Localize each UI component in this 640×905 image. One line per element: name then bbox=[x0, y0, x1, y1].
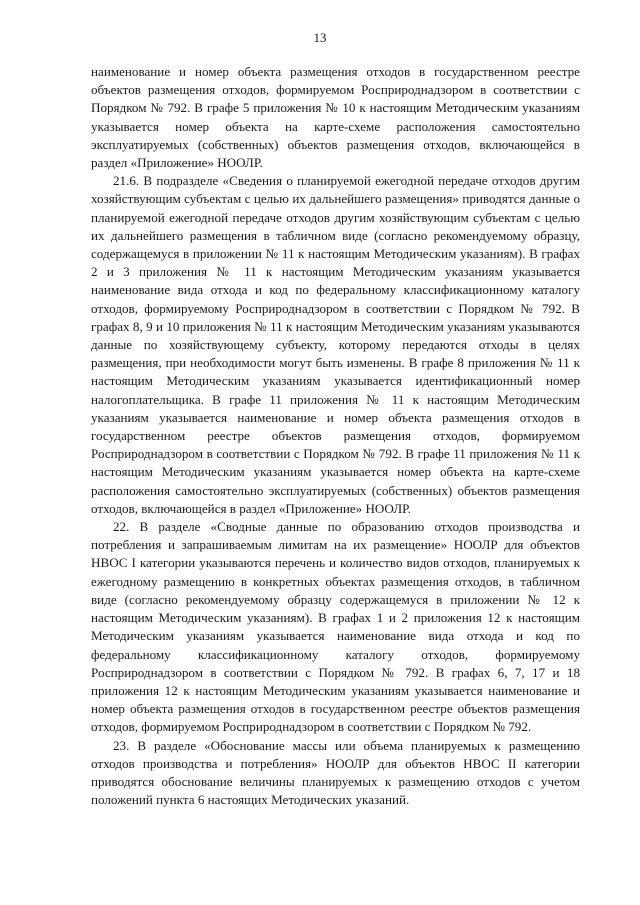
paragraph-21-6: 21.6. В подразделе «Сведения о планируемой ежегодной передаче отходов другим хозяйствующим субъектам с целью их дальнейшего размещения» приводятся данные о планируемой ежегодной передаче отходов другим хозяйствующим субъектам с целью их дальнейшего размещения в табличном виде (согласно рекомендуемому образцу, содержащемуся в приложении № 11 к настоящим Методическим указаниям). В графах 2 и 3 приложения № 11 к настоящим Методическим указаниям указывается наименование вида отхода и код по федеральному классификационному каталогу отходов, формируемому Росприроднадзором в соответствии с Порядком № 792. В графах 8, 9 и 10 приложения № 11 к настоящим Методическим указаниям указываются данные по хозяйствующему субъекту, которому передаются отходы в целях размещения, при необходимости могут быть изменены. В графе 8 приложения № 11 к настоящим Методическим указаниям указывается идентификационный номер налогоплательщика. В графе 11 приложения № 11 к настоящим Методическим указаниям указывается наименование и номер объекта размещения отходов в государственном реестре объектов размещения отходов, формируемом Росприроднадзором в соответствии с Порядком № 792. В графе 11 приложения № 11 к настоящим Методическим указаниям указывается номер объекта на карте-схеме расположения самостоятельно эксплуатируемых (собственных) объектов размещения отходов, включающейся в раздел «Приложение» НООЛР. bbox=[91, 173, 580, 516]
paragraph-23: 23. В разделе «Обоснование массы или объема планируемых к размещению отходов производства и потребления» НООЛР для объектов НВОС II категории приводятся обоснование величины планируемых к размещению отходов с учетом положений пункта 6 настоящих Методических указаний. bbox=[91, 737, 580, 808]
paragraph-continuation: наименование и номер объекта размещения отходов в государственном реестре объектов размещения отходов, формируемом Росприроднадзором в соответствии с Порядком № 792. В графе 5 приложения № 10 к настоящим Методическим указаниям указывается номер объекта на карте-схеме расположения самостоятельно эксплуатируемых (собственных) объектов размещения отходов, включающейся в раздел «Приложение» НООЛР. bbox=[91, 64, 580, 171]
page-number: 13 bbox=[313, 30, 327, 45]
paragraph-22: 22. В разделе «Сводные данные по образованию отходов производства и потребления и запрашиваемым лимитам на их размещение» НООЛР для объектов НВОС I категории указываются перечень и количество видов отходов, планируемых к ежегодному размещению в конкретных объектах размещения отходов, в табличном виде (согласно рекомендуемому образцу содержащемуся в приложении № 12 к настоящим Методическим указаниям). В графах 1 и 2 приложения 12 к настоящим Методическим указаниям указывается наименование вида отхода и код по федеральному классификационному каталогу отходов, формируемому Росприроднадзором в соответствии с Порядком № 792. В графах 6, 7, 17 и 18 приложения 12 к настоящим Методическим указаниям указывается наименование и номер объекта размещения отходов в государственном реестре объектов размещения отходов, формируемом Росприроднадзором в соответствии с Порядком № 792. bbox=[91, 519, 580, 735]
document-body bbox=[91, 63, 580, 809]
